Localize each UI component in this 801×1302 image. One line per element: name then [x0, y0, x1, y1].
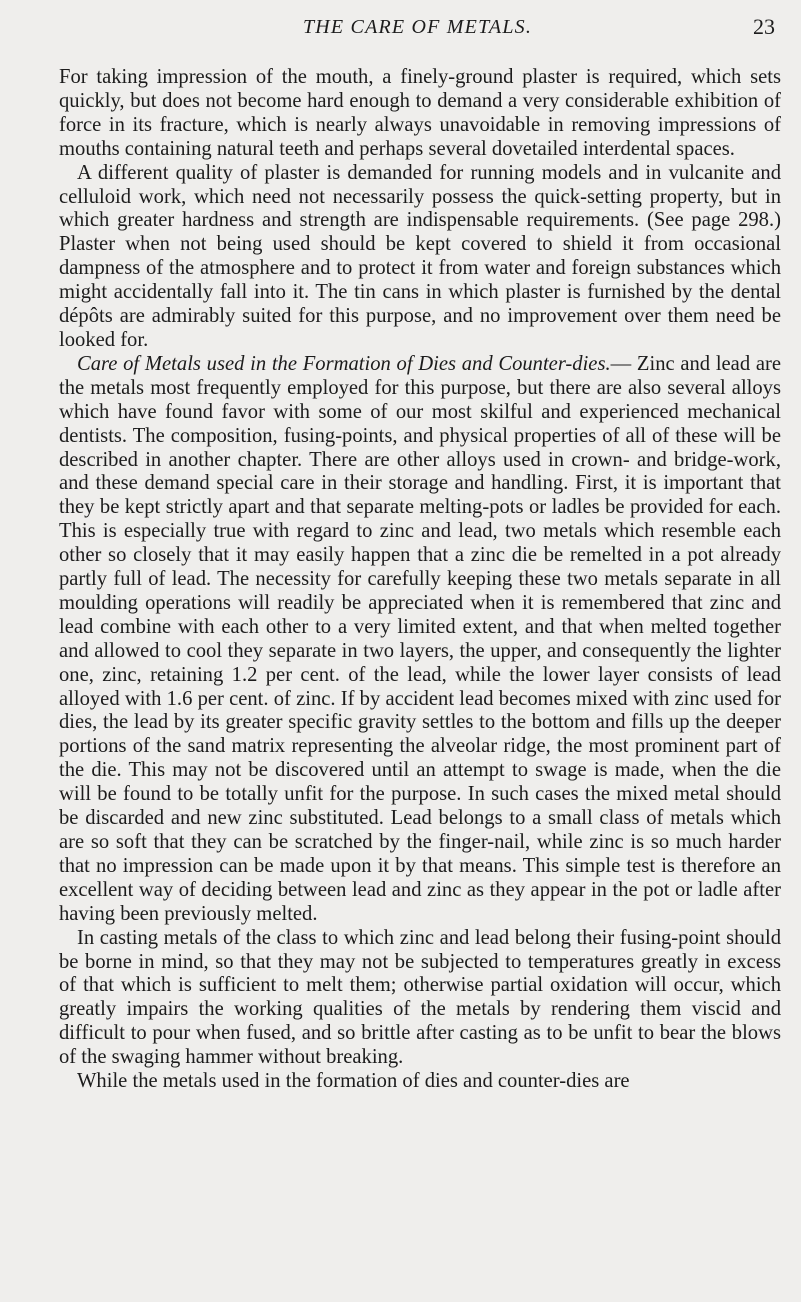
paragraph-care-of-metals	[59, 353, 781, 927]
text-body	[59, 66, 781, 1094]
paragraph-impression-plaster	[59, 66, 781, 162]
paragraph-text: In casting metals of the class to which zinc and lead belong their fusing-point should be borne in mind, so that they may not be subjected to temperatures greatly in excess of that which is sufficient to melt them; otherwise partial oxidation will occur, which greatly impairs the working qualities of the metals by rendering them viscid and difficult to pour when fused, and so brittle after casting as to be unfit to bear the blows of the swaging hammer without breaking.	[59, 926, 781, 1069]
paragraph-casting-metals	[59, 927, 781, 1070]
page-number: 23	[753, 14, 775, 39]
paragraph-text: For taking impression of the mouth, a finely-ground plaster is required, which sets quickly, but does not become hard enough to demand a very considerable exhibition of force in its fracture, which is nearly always unavoidable in removing impressions of mouths containing natural teeth and perhaps several dovetailed interdental spaces.	[59, 66, 781, 160]
paragraph-text: — Zinc and lead are the metals most frequently employed for this purpose, but there are also several alloys which have found favor with some of our most skilful and experienced mechanical dentists. The composition, fusing-points, and physical properties of all of these will be described in another chapter. There are other alloys used in crown- and bridge-work, and these demand special care in their storage and handling. First, it is important that they be kept strictly apart and that separate melting-pots or ladles be provided for each. This is especially true with regard to zinc and lead, two metals which resemble each other so closely that it may easily happen that a zinc die be remelted in a pot already partly full of lead. The necessity for carefully keeping these two metals separate in all moulding operations will readily be appreciated when it is remembered that zinc and lead combine with each other to a very limited extent, and that when melted together and allowed to cool they separate in two layers, the upper, and consequently the lighter one, zinc, retaining 1.2 per cent. of the lead, while the lower layer consists of lead alloyed with 1.6 per cent. of zinc. If by accident lead becomes mixed with zinc used for dies, the lead by its greater specific gravity settles to the bottom and fills up the deeper portions of the sand matrix representing the alveolar ridge, the most prominent part of the die. This may not be discovered until an attempt to swage is made, when the die will be found to be totally unfit for the purpose. In such cases the mixed metal should be discarded and new zinc substituted. Lead belongs to a small class of metals which are so soft that they can be scratched by the finger-nail, while zinc is so much harder that no impression can be made upon it by that means. This simple test is therefore an excellent way of deciding between lead and zinc as they appear in the pot or ladle after having been previously melted.	[59, 352, 781, 925]
section-lead-heading: Care of Metals used in the Formation of Dies and Counter-dies.	[77, 352, 611, 375]
paragraph-continuation	[59, 1070, 781, 1094]
paragraph-text: While the metals used in the formation of dies and counter-dies are	[77, 1070, 630, 1093]
running-head	[60, 10, 775, 50]
running-title: THE CARE OF METALS.	[302, 16, 533, 38]
paragraph-model-plaster	[59, 162, 781, 353]
paragraph-text: A different quality of plaster is demanded for running models and in vulcanite and celluloid work, which need not necessarily possess the quick-setting property, but in which greater hardness and strength are indispensable requirements. (See page 298.) Plaster when not being used should be kept covered to shield it from occasional dampness of the atmosphere and to protect it from water and foreign substances which might accidentally fall into it. The tin cans in which plaster is furnished by the dental dépôts are admirably suited for this purpose, and no improvement over them need be looked for.	[59, 161, 781, 351]
